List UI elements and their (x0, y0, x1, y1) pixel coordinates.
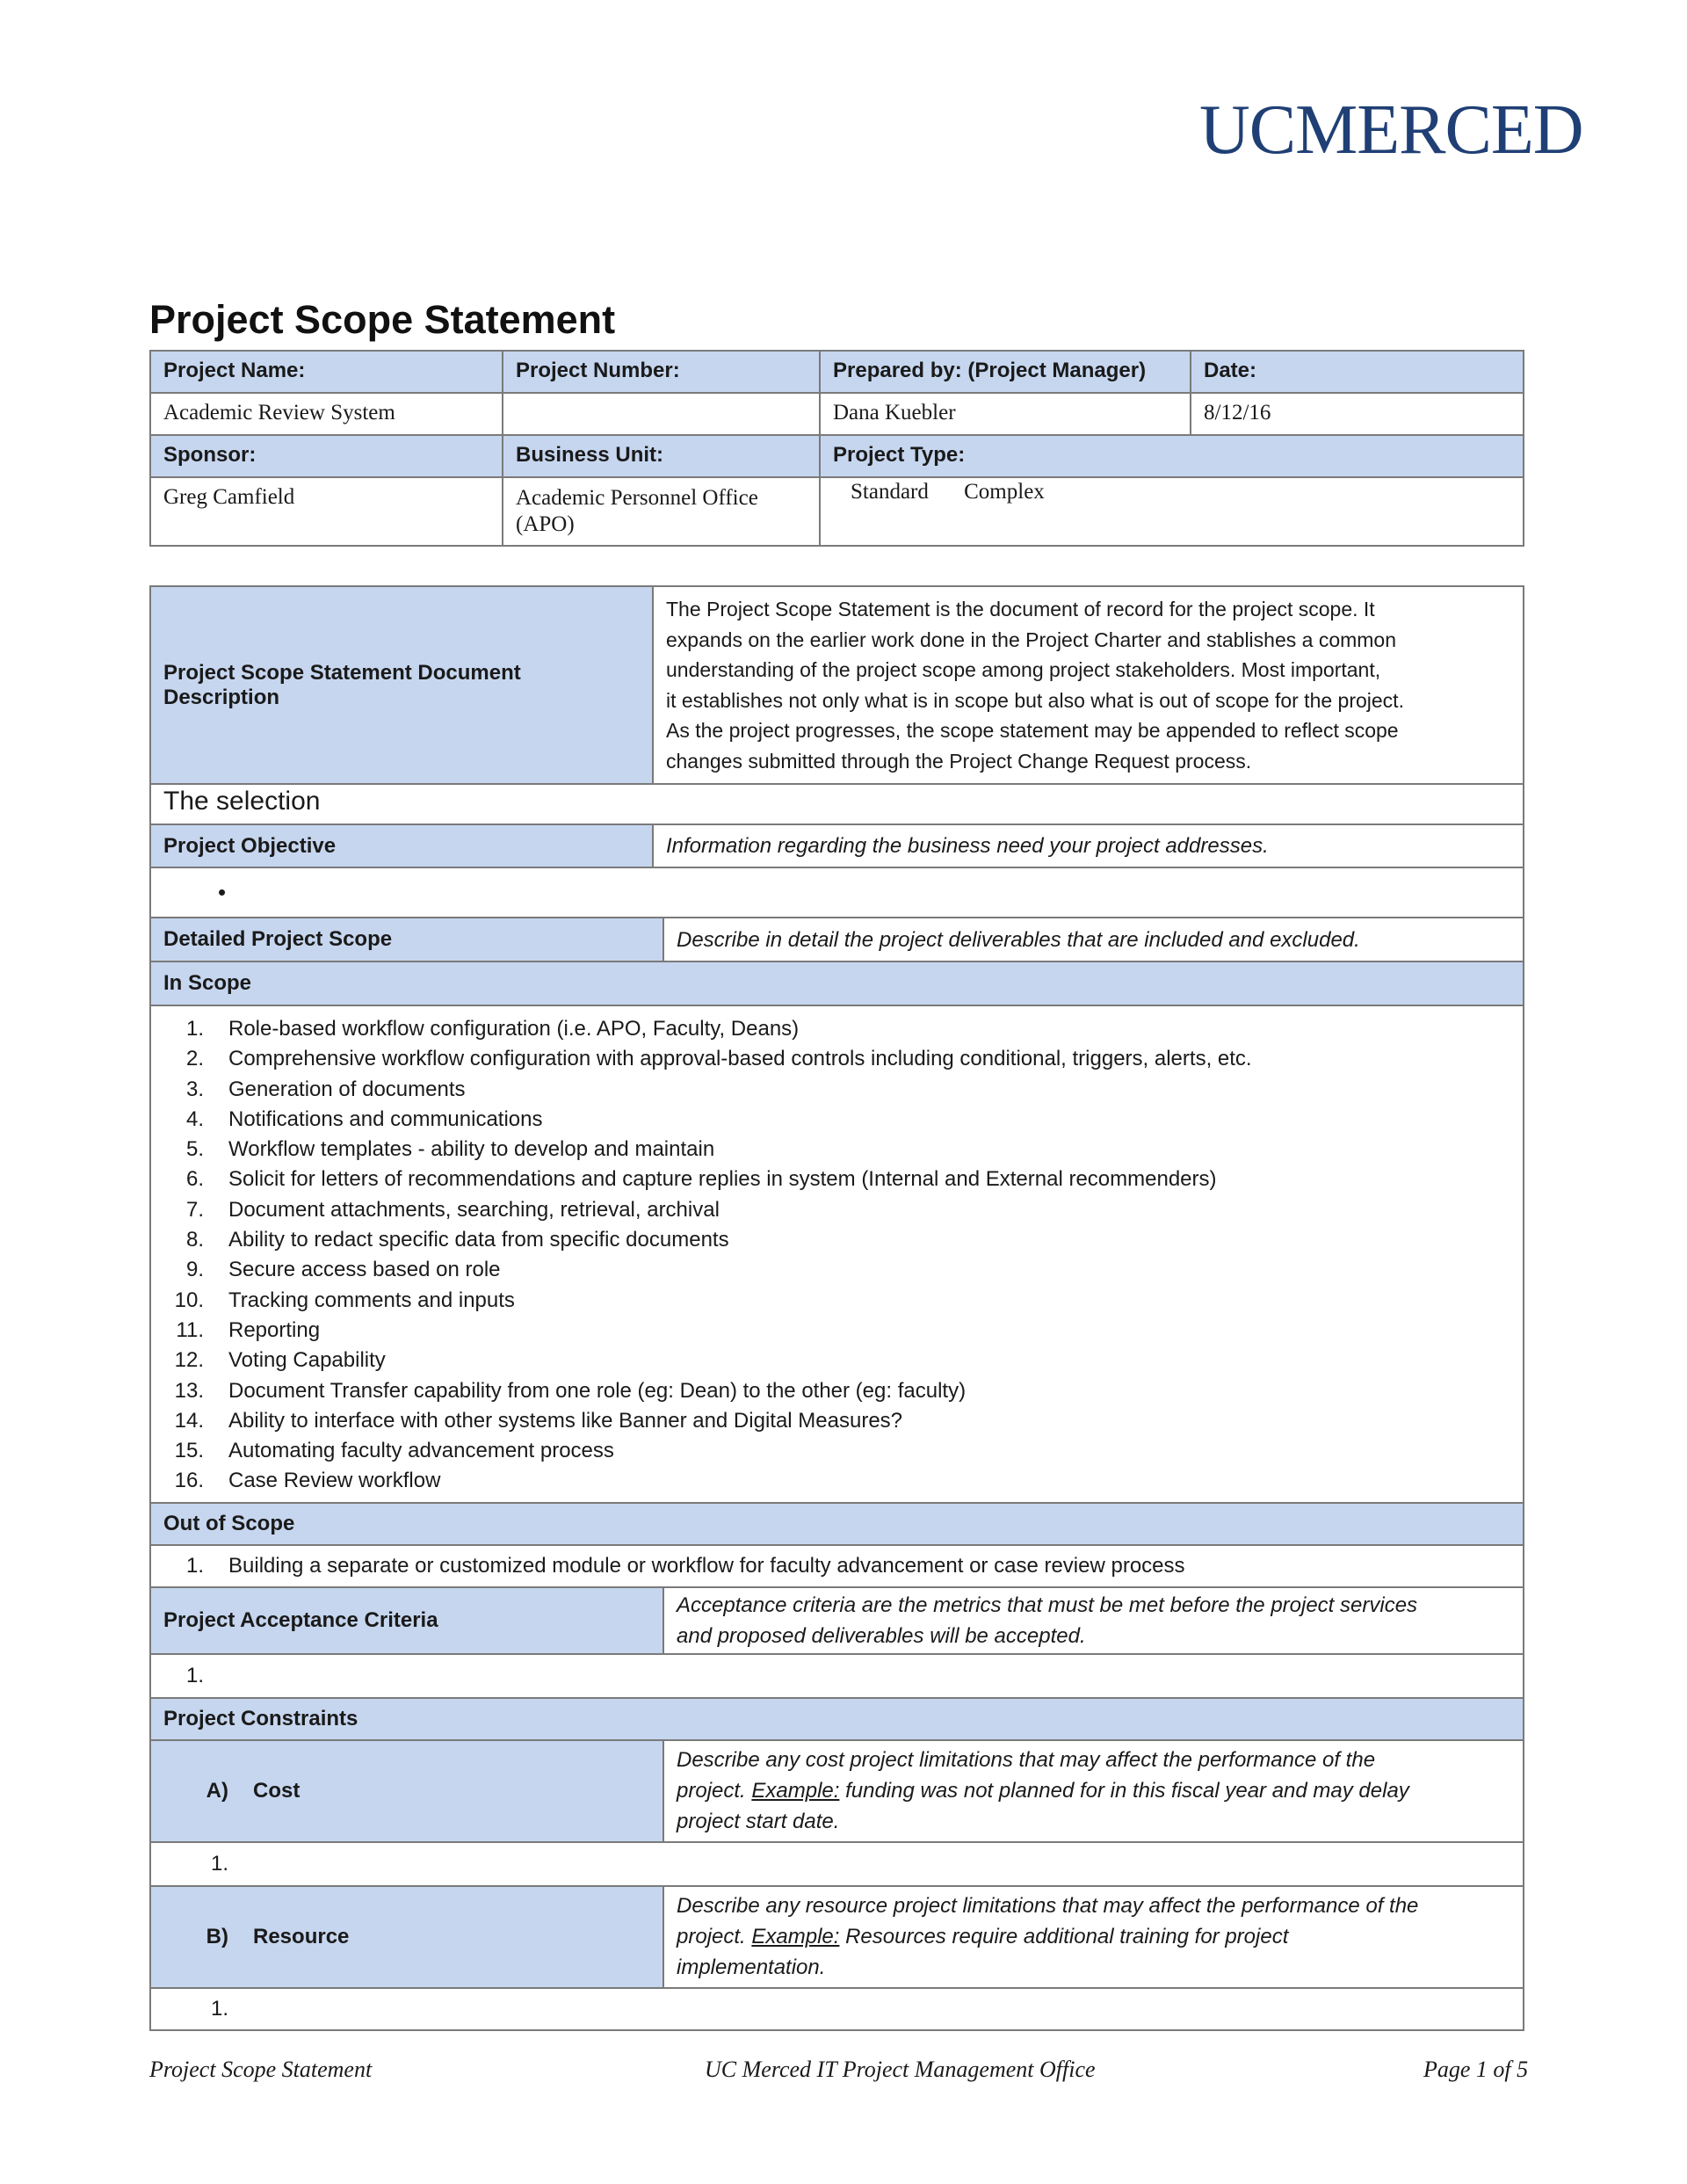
list-item: 6. Solicit for letters of recommendations and capture replies in system (Internal and External recommenders) (185, 1167, 1217, 1192)
sponsor-value: Greg Camfield (150, 477, 503, 546)
prepared-by-value: Dana Kuebler (820, 393, 1191, 435)
objective-hint: Information regarding the business need your project addresses. (653, 824, 1524, 867)
list-item: 3. Generation of documents (185, 1077, 466, 1101)
list-item: 2. Comprehensive workflow configuration with approval-based controls including conditional, triggers, alerts, etc. (185, 1047, 1252, 1071)
out-of-scope-item: 1. Building a separate or customized module or workflow for faculty advancement or case review process (150, 1545, 1524, 1587)
list-item: 13. Document Transfer capability from one role (eg: Dean) to the other (eg: faculty) (174, 1378, 967, 1403)
desc-line: changes submitted through the Project Change Request process. (666, 749, 1252, 773)
acceptance-criteria-label: Project Acceptance Criteria (150, 1587, 663, 1654)
in-scope-label: In Scope (150, 961, 1524, 1005)
business-unit-line: Academic Personnel Office (516, 486, 758, 510)
doc-description-label (150, 586, 653, 784)
detailed-scope-hint: Describe in detail the project deliverables that are included and excluded. (663, 918, 1524, 961)
resource-constraint-item: 1. (150, 1988, 1524, 2030)
list-item: 10. Tracking comments and inputs (174, 1288, 515, 1312)
list-item: 14. Ability to interface with other systems like Banner and Digital Measures? (174, 1408, 903, 1433)
cost-constraint-item: 1. (150, 1842, 1524, 1886)
footer-left: Project Scope Statement (149, 2057, 373, 2082)
footer-right: Page 1 of 5 (1423, 2057, 1529, 2082)
list-item: 4. Notifications and communications (185, 1107, 543, 1131)
project-type-options (820, 477, 1524, 546)
objective-bullet: • (150, 867, 1524, 918)
project-type-complex[interactable]: Complex (964, 480, 1045, 504)
footer-center: UC Merced IT Project Management Office (705, 2057, 1096, 2082)
date-value: 8/12/16 (1191, 393, 1524, 435)
desc-line: As the project progresses, the scope statement may be appended to reflect scope (666, 719, 1399, 742)
doc-description-label-line: Description (163, 685, 280, 709)
detailed-scope-label: Detailed Project Scope (150, 918, 663, 961)
doc-description-label-line: Project Scope Statement Document (163, 660, 521, 685)
business-unit-label: Business Unit: (503, 435, 820, 477)
project-name-label: Project Name: (150, 351, 503, 393)
business-unit-line: (APO) (516, 512, 575, 536)
doc-description-text (653, 586, 1524, 784)
list-item: 9. Secure access based on role (185, 1258, 501, 1282)
date-label: Date: (1191, 351, 1524, 393)
cost-constraint-label: A) Cost (150, 1740, 663, 1842)
prepared-by-label: Prepared by: (Project Manager) (820, 351, 1191, 393)
in-scope-list (150, 1005, 1524, 1503)
page-title: Project Scope Statement (149, 297, 616, 342)
project-name-value: Academic Review System (150, 393, 503, 435)
constraints-label: Project Constraints (150, 1698, 1524, 1740)
resource-constraint-label: B) Resource (150, 1886, 663, 1988)
list-item: 8. Ability to redact specific data from specific documents (185, 1228, 729, 1252)
list-item: 11. Reporting (176, 1317, 321, 1342)
list-item: 1. Role-based workflow configuration (i.e. APO, Faculty, Deans) (185, 1017, 800, 1041)
project-info-table (149, 350, 1524, 547)
acceptance-criteria-hint: Acceptance criteria are the metrics that must be met before the project services and proposed deliverables will be accepted. (663, 1587, 1524, 1654)
project-type-standard[interactable]: Standard (851, 480, 929, 504)
out-of-scope-label: Out of Scope (150, 1503, 1524, 1545)
selection-text: The selection (150, 784, 1524, 824)
list-item: 5. Workflow templates - ability to develop and maintain (185, 1137, 715, 1162)
list-item: 15. Automating faculty advancement process (174, 1439, 614, 1463)
list-item: 7. Document attachments, searching, retrieval, archival (185, 1197, 720, 1222)
sponsor-label: Sponsor: (150, 435, 503, 477)
project-number-value (503, 393, 820, 435)
acceptance-criteria-item: 1. (150, 1654, 1524, 1698)
objective-label: Project Objective (150, 824, 653, 867)
desc-line: expands on the earlier work done in the Project Charter and stablishes a common (666, 628, 1397, 651)
list-item: 12. Voting Capability (174, 1348, 386, 1373)
resource-constraint-hint: Describe any resource project limitations that may affect the performance of the project. Example: Resources require additional training for project implementation. (663, 1886, 1524, 1988)
desc-line: it establishes not only what is in scope but also what is out of scope for the project. (666, 688, 1404, 712)
desc-line: The Project Scope Statement is the document of record for the project scope. It (666, 598, 1375, 620)
list-item: 16. Case Review workflow (174, 1469, 441, 1493)
project-type-label: Project Type: (820, 435, 1524, 477)
desc-line: understanding of the project scope among project stakeholders. Most important, (666, 658, 1381, 681)
business-unit-value (503, 477, 820, 546)
cost-constraint-hint: Describe any cost project limitations that may affect the performance of the project. Example: funding was not planned for in this fiscal year and may delay project start date. (663, 1740, 1524, 1842)
ucmerced-logo: UCMERCED (1199, 91, 1583, 169)
scope-table (149, 585, 1524, 2031)
project-number-label: Project Number: (503, 351, 820, 393)
